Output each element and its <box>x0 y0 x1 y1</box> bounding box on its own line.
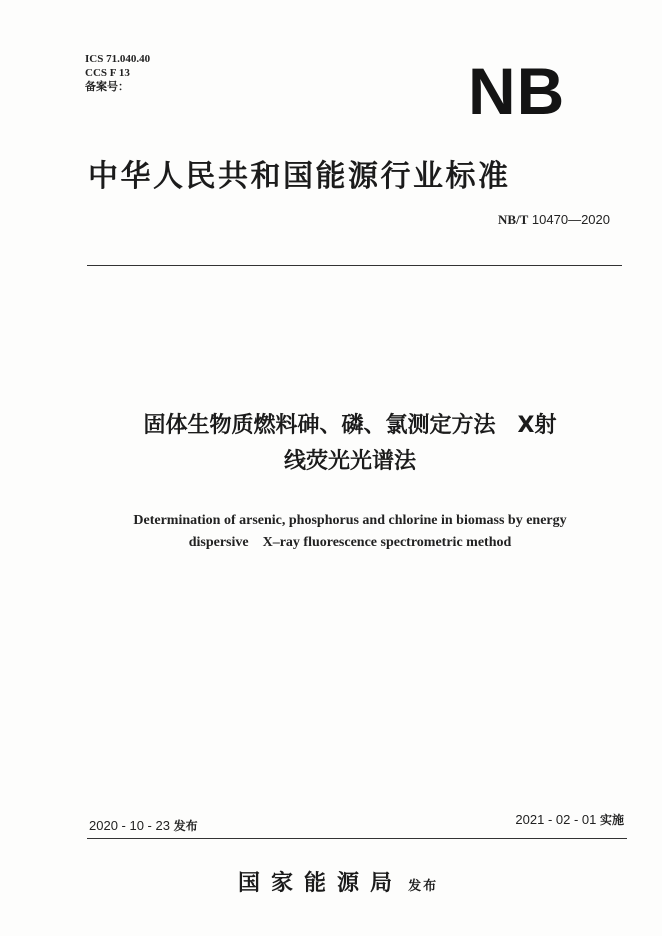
effective-date <box>515 812 624 828</box>
effective-date-value: 2021 - 02 - 01 <box>515 812 597 827</box>
record-number-label: 备案号： <box>85 81 129 93</box>
ics-code: ICS 71.040.40 <box>85 53 151 65</box>
classification-block <box>85 52 150 94</box>
issue-date <box>89 818 198 834</box>
title-en-line-1: Determination of arsenic, phosphorus and chlorine in biomass by energy <box>133 513 567 528</box>
ccs-code: CCS F 13 <box>85 67 130 79</box>
standard-code <box>498 212 610 228</box>
publisher-name: 国家能源局 <box>238 871 404 896</box>
issue-date-value: 2020 - 10 - 23 <box>89 818 170 833</box>
publisher <box>238 866 438 897</box>
title-en-line-2: dispersive X–ray fluorescence spectrometric method <box>188 535 512 550</box>
header-divider <box>87 265 622 266</box>
nb-logo: NB <box>468 54 566 128</box>
effective-date-label: 实施 <box>599 813 624 827</box>
standard-code-prefix: NB/T <box>497 212 529 227</box>
footer-divider <box>87 838 627 839</box>
standard-code-number: 10470—2020 <box>531 212 610 227</box>
document-title-english <box>80 510 620 554</box>
title-cn-line-1: 固体生物质燃料砷、磷、氯测定方法 X射 <box>143 413 557 438</box>
document-title-chinese <box>60 408 640 480</box>
standard-category-title: 中华人民共和国能源行业标准 <box>88 159 511 194</box>
title-cn-line-2: 线荧光光谱法 <box>283 449 416 474</box>
issue-date-label: 发布 <box>173 819 198 833</box>
publisher-issued-label: 发布 <box>408 879 439 894</box>
